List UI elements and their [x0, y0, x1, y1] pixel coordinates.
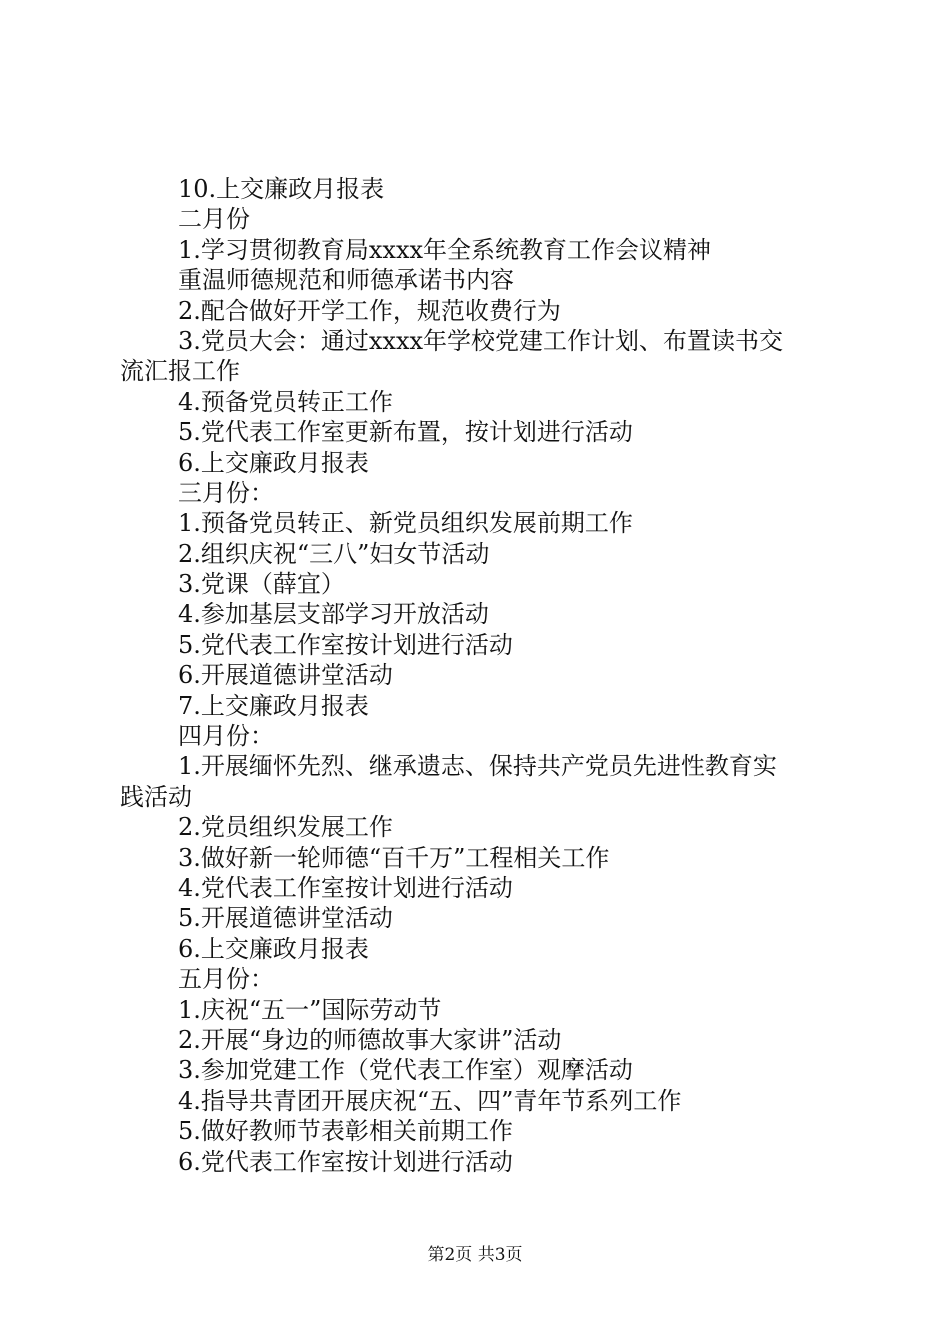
- document-body: [120, 174, 840, 1177]
- text-line: 6.党代表工作室按计划进行活动: [178, 1147, 513, 1176]
- text-line: 6.开展道德讲堂活动: [178, 661, 393, 690]
- text-line: 三月份：: [178, 478, 274, 507]
- text-line: 10.上交廉政月报表: [178, 175, 385, 203]
- text-line: 6.上交廉政月报表: [178, 448, 369, 477]
- text-line: 2.组织庆祝“三八”妇女节活动: [178, 539, 490, 568]
- text-line: 7.上交廉政月报表: [178, 691, 369, 720]
- text-line: 4.预备党员转正工作: [178, 387, 393, 416]
- page-footer: 第2页 共3页: [427, 1245, 523, 1265]
- text-line: 四月份：: [178, 722, 274, 751]
- text-line: 2.党员组织发展工作: [178, 813, 393, 842]
- text-line: 流汇报工作: [120, 357, 240, 386]
- text-line: 重温师德规范和师德承诺书内容: [178, 266, 514, 295]
- text-line: 3.做好新一轮师德“百千万”工程相关工作: [178, 843, 610, 872]
- text-line: 2.配合做好开学工作，规范收费行为: [178, 296, 561, 325]
- text-line: 3.党员大会：通过xxxx年学校党建工作计划、布置读书交: [178, 326, 784, 355]
- text-line: 2.开展“身边的师德故事大家讲”活动: [178, 1025, 562, 1054]
- text-line: 1.预备党员转正、新党员组织发展前期工作: [178, 509, 633, 538]
- text-line: 4.参加基层支部学习开放活动: [178, 600, 489, 629]
- text-line: 1.庆祝“五一”国际劳动节: [178, 995, 442, 1024]
- text-line: 1.开展缅怀先烈、继承遗志、保持共产党员先进性教育实: [178, 752, 777, 781]
- text-line: 5.党代表工作室更新布置，按计划进行活动: [178, 418, 633, 447]
- text-line: 5.做好教师节表彰相关前期工作: [178, 1117, 513, 1146]
- text-line: 5.开展道德讲堂活动: [178, 904, 393, 933]
- text-line: 二月份: [178, 205, 250, 234]
- text-line: 五月份：: [178, 965, 274, 994]
- text-line: 4.指导共青团开展庆祝“五、四”青年节系列工作: [178, 1086, 682, 1115]
- text-line: 4.党代表工作室按计划进行活动: [178, 873, 513, 902]
- text-line: 3.参加党建工作（党代表工作室）观摩活动: [178, 1056, 633, 1085]
- text-line: 3.党课（薛宜）: [178, 570, 345, 599]
- text-line: 6.上交廉政月报表: [178, 934, 369, 963]
- text-line: 1.学习贯彻教育局xxxx年全系统教育工作会议精神: [178, 235, 712, 264]
- text-line: 5.党代表工作室按计划进行活动: [178, 630, 513, 659]
- text-line: 践活动: [120, 782, 192, 811]
